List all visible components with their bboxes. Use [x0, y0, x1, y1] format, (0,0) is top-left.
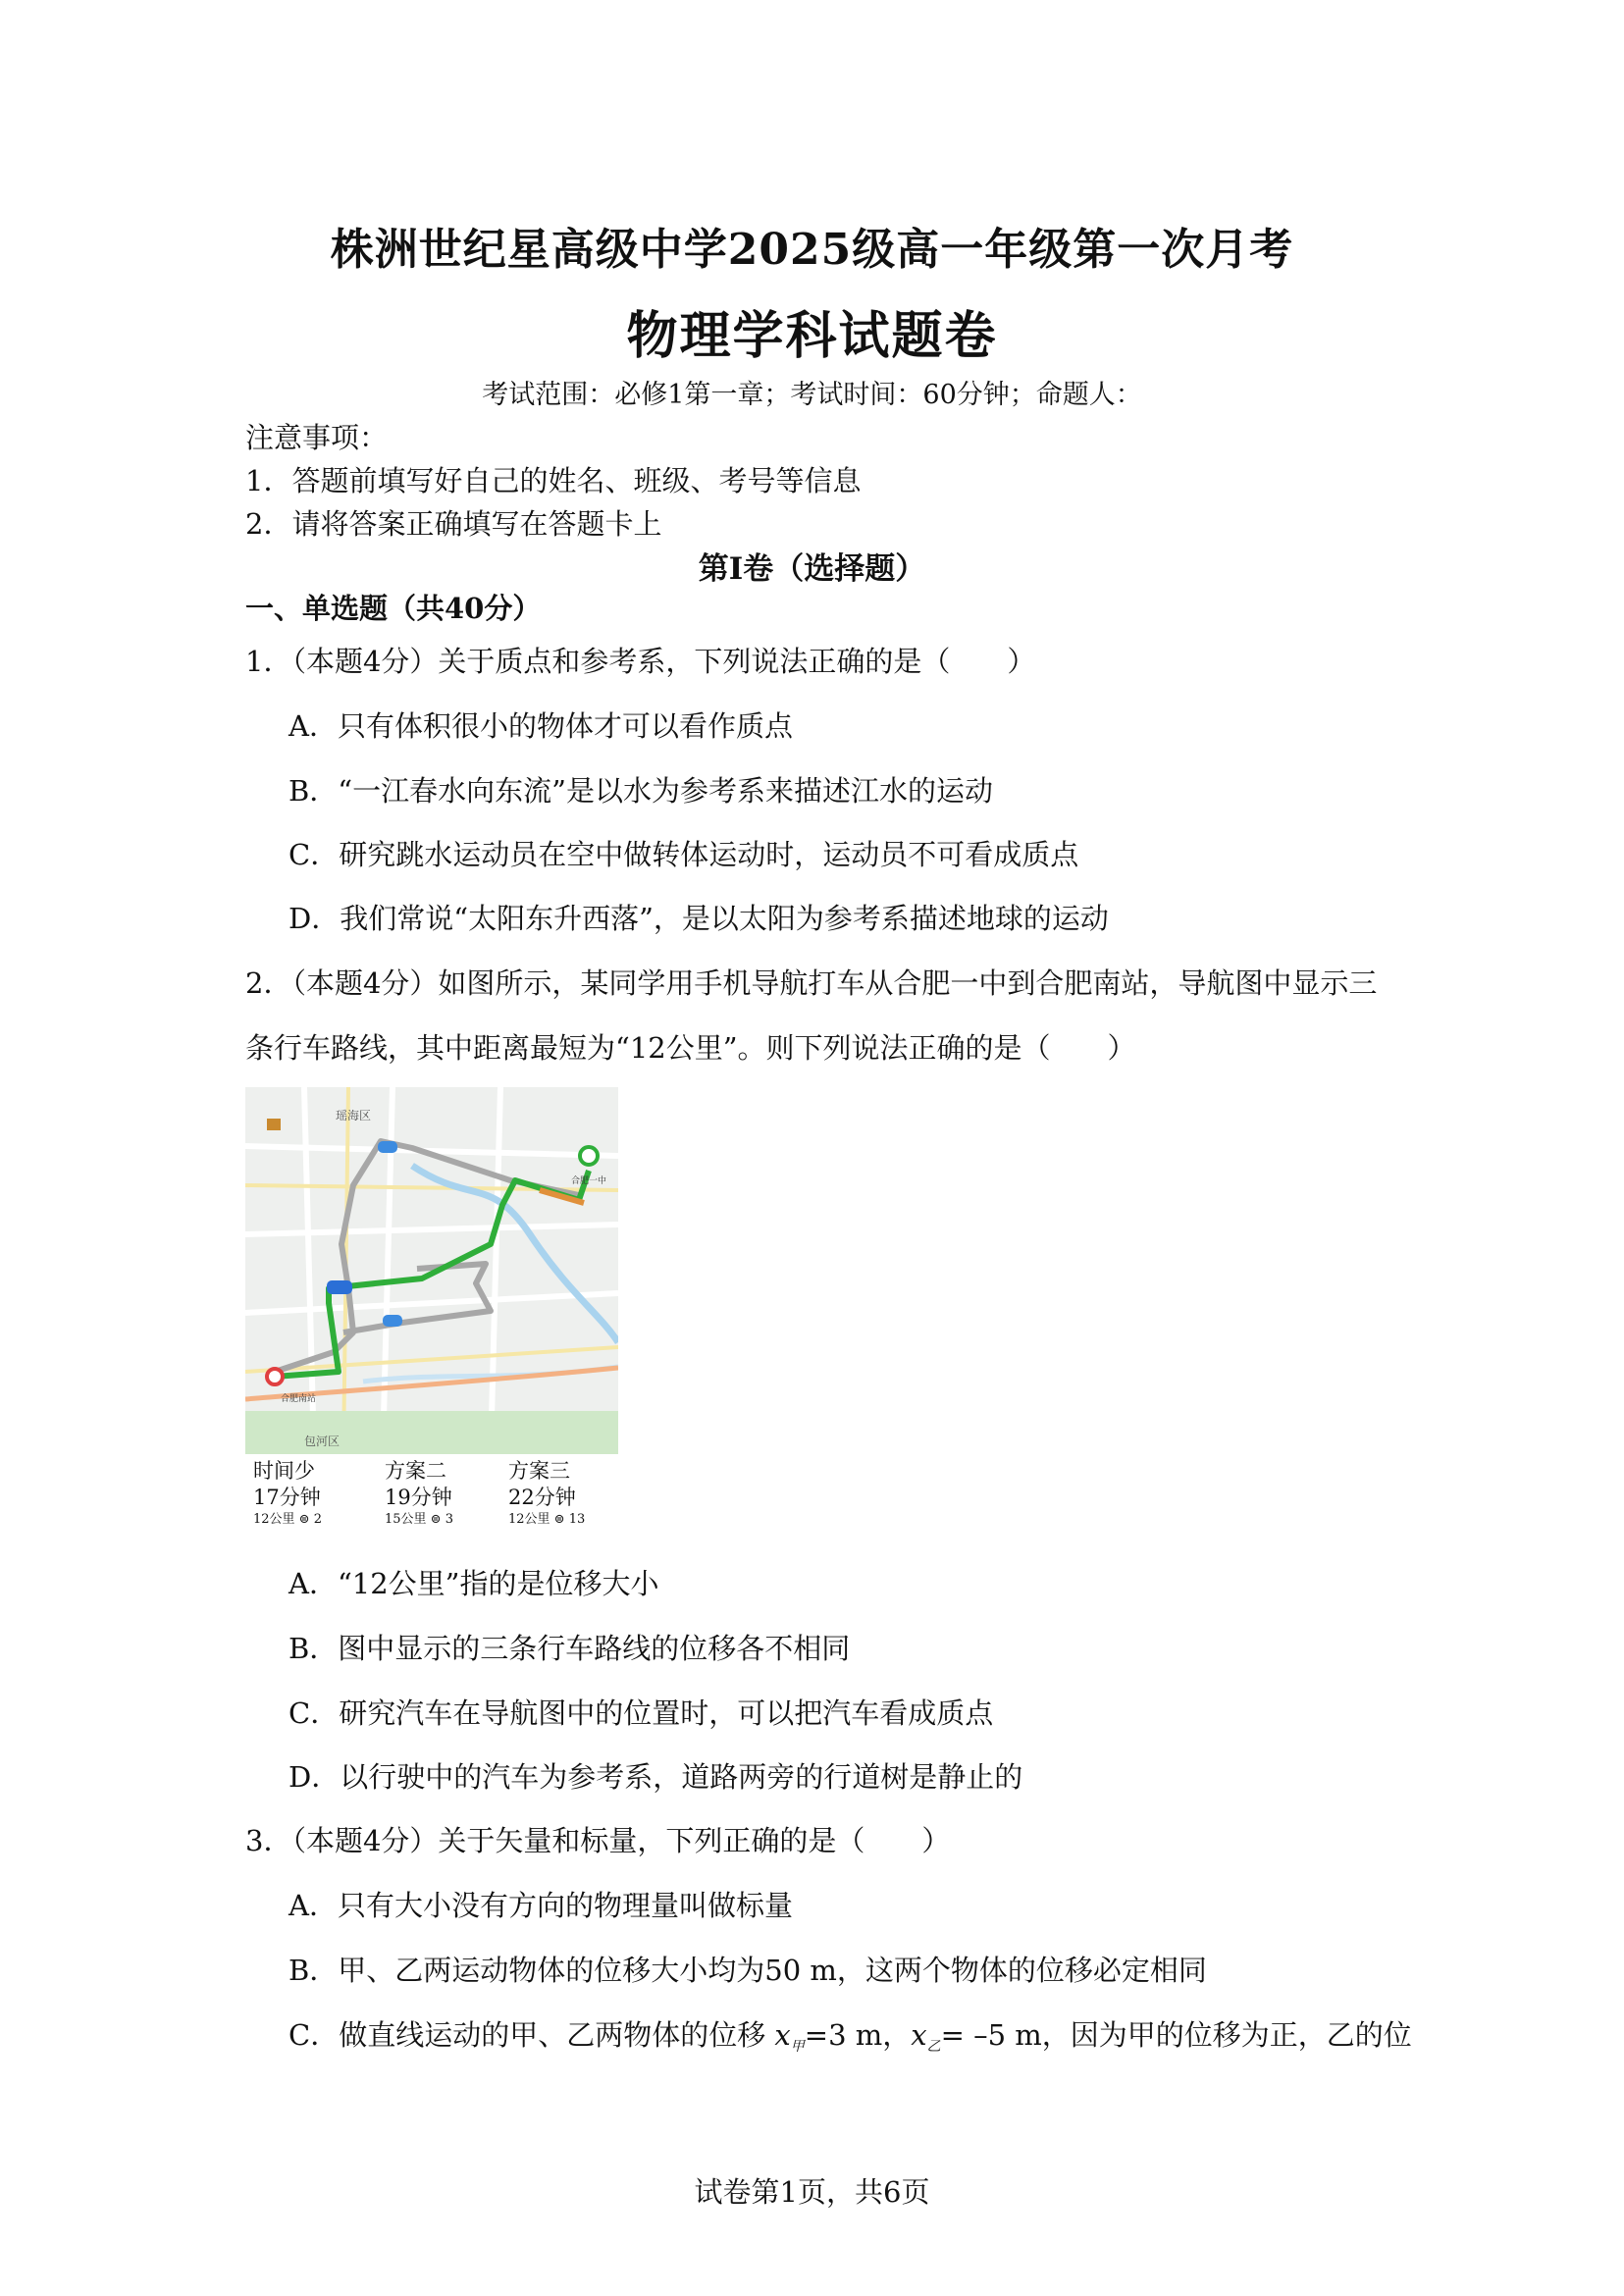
- q2-stem-line1: 2．（本题4分）如图所示，某同学用手机导航打车从合肥一中到合肥南站，导航图中显示三: [245, 966, 1378, 1000]
- route-plan-3-time: 22分钟: [508, 1486, 576, 1509]
- map-label-start: 合肥一中: [571, 1176, 607, 1186]
- page-footer: 试卷第1页，共6页: [694, 2175, 930, 2209]
- q3-option-c-prefix: C．做直线运动的甲、乙两物体的位移: [288, 2018, 775, 2052]
- route-plan-2: [385, 1458, 453, 1529]
- navigation-map: [245, 1087, 618, 1454]
- q3-option-b: B．甲、乙两运动物体的位移大小均为50 m，这两个物体的位移必定相同: [288, 1954, 1207, 1987]
- q3-stem: 3．（本题4分）关于矢量和标量，下列正确的是（ ）: [245, 1824, 951, 1857]
- q3-option-c-sub2: 乙: [926, 2039, 941, 2055]
- map-label-district-bottom: 包河区: [304, 1435, 341, 1448]
- part-title: 一、单选题（共40分）: [245, 592, 542, 625]
- exam-scope: 考试范围：必修1第一章；考试时间：60分钟；命题人：: [482, 380, 1142, 410]
- q3-option-c-x1: x: [774, 2018, 791, 2052]
- q2-option-a: A．“12公里”指的是位移大小: [288, 1567, 659, 1600]
- q1-option-c: C．研究跳水运动员在空中做转体运动时，运动员不可看成质点: [288, 838, 1079, 871]
- route-plan-3: [508, 1458, 585, 1529]
- q3-option-c-mid: =3 m，: [804, 2018, 912, 2052]
- route-plan-3-meta: 12公里 ⊜ 13: [508, 1512, 586, 1527]
- q2-stem-line2: 条行车路线，其中距离最短为“12公里”。则下列说法正确的是（ ）: [245, 1031, 1136, 1065]
- route-plan-1: [253, 1458, 322, 1529]
- route-plan-3-name: 方案三: [508, 1459, 570, 1483]
- q1-option-d: D．我们常说“太阳东升西落”，是以太阳为参考系描述地球的运动: [288, 902, 1109, 935]
- subject-title: 物理学科试题卷: [626, 306, 998, 366]
- q1-stem: 1．（本题4分）关于质点和参考系，下列说法正确的是（ ）: [245, 645, 1036, 678]
- q1-option-b: B．“一江春水向东流”是以水为参考系来描述江水的运动: [288, 774, 993, 808]
- notes-title: 注意事项：: [245, 421, 389, 454]
- route-plan-1-time: 17分钟: [253, 1486, 321, 1509]
- school-title: 株洲世纪星高级中学2025级高一年级第一次月考: [330, 225, 1294, 275]
- note-item-1: 1．答题前填写好自己的姓名、班级、考号等信息: [245, 464, 862, 497]
- q3-option-c-suffix: = –5 m，因为甲的位移为正，乙的位: [940, 2018, 1412, 2052]
- section-title: 第Ⅰ卷（选择题）: [698, 551, 926, 587]
- q3-option-c-x2: x: [911, 2018, 927, 2052]
- route-plan-2-time: 19分钟: [385, 1486, 452, 1509]
- q3-option-a: A．只有大小没有方向的物理量叫做标量: [288, 1889, 793, 1922]
- map-label-end: 合肥南站: [281, 1394, 317, 1404]
- q2-option-c: C．研究汽车在导航图中的位置时，可以把汽车看成质点: [288, 1696, 994, 1730]
- q3-option-c: [288, 2013, 1412, 2056]
- route-plan-2-meta: 15公里 ⊜ 3: [385, 1512, 453, 1527]
- q3-option-c-sub1: 甲: [790, 2039, 805, 2055]
- map-label-district-top: 瑶海区: [336, 1109, 372, 1122]
- route-plan-1-meta: 12公里 ⊜ 2: [253, 1512, 322, 1527]
- note-item-2: 2．请将答案正确填写在答题卡上: [245, 507, 662, 541]
- q2-option-b: B．图中显示的三条行车路线的位移各不相同: [288, 1632, 851, 1665]
- route-plan-1-name: 时间少: [253, 1459, 315, 1483]
- route-plan-2-name: 方案二: [385, 1459, 446, 1483]
- q2-option-d: D．以行驶中的汽车为参考系，道路两旁的行道树是静止的: [288, 1760, 1023, 1794]
- q1-option-a: A．只有体积很小的物体才可以看作质点: [288, 709, 793, 743]
